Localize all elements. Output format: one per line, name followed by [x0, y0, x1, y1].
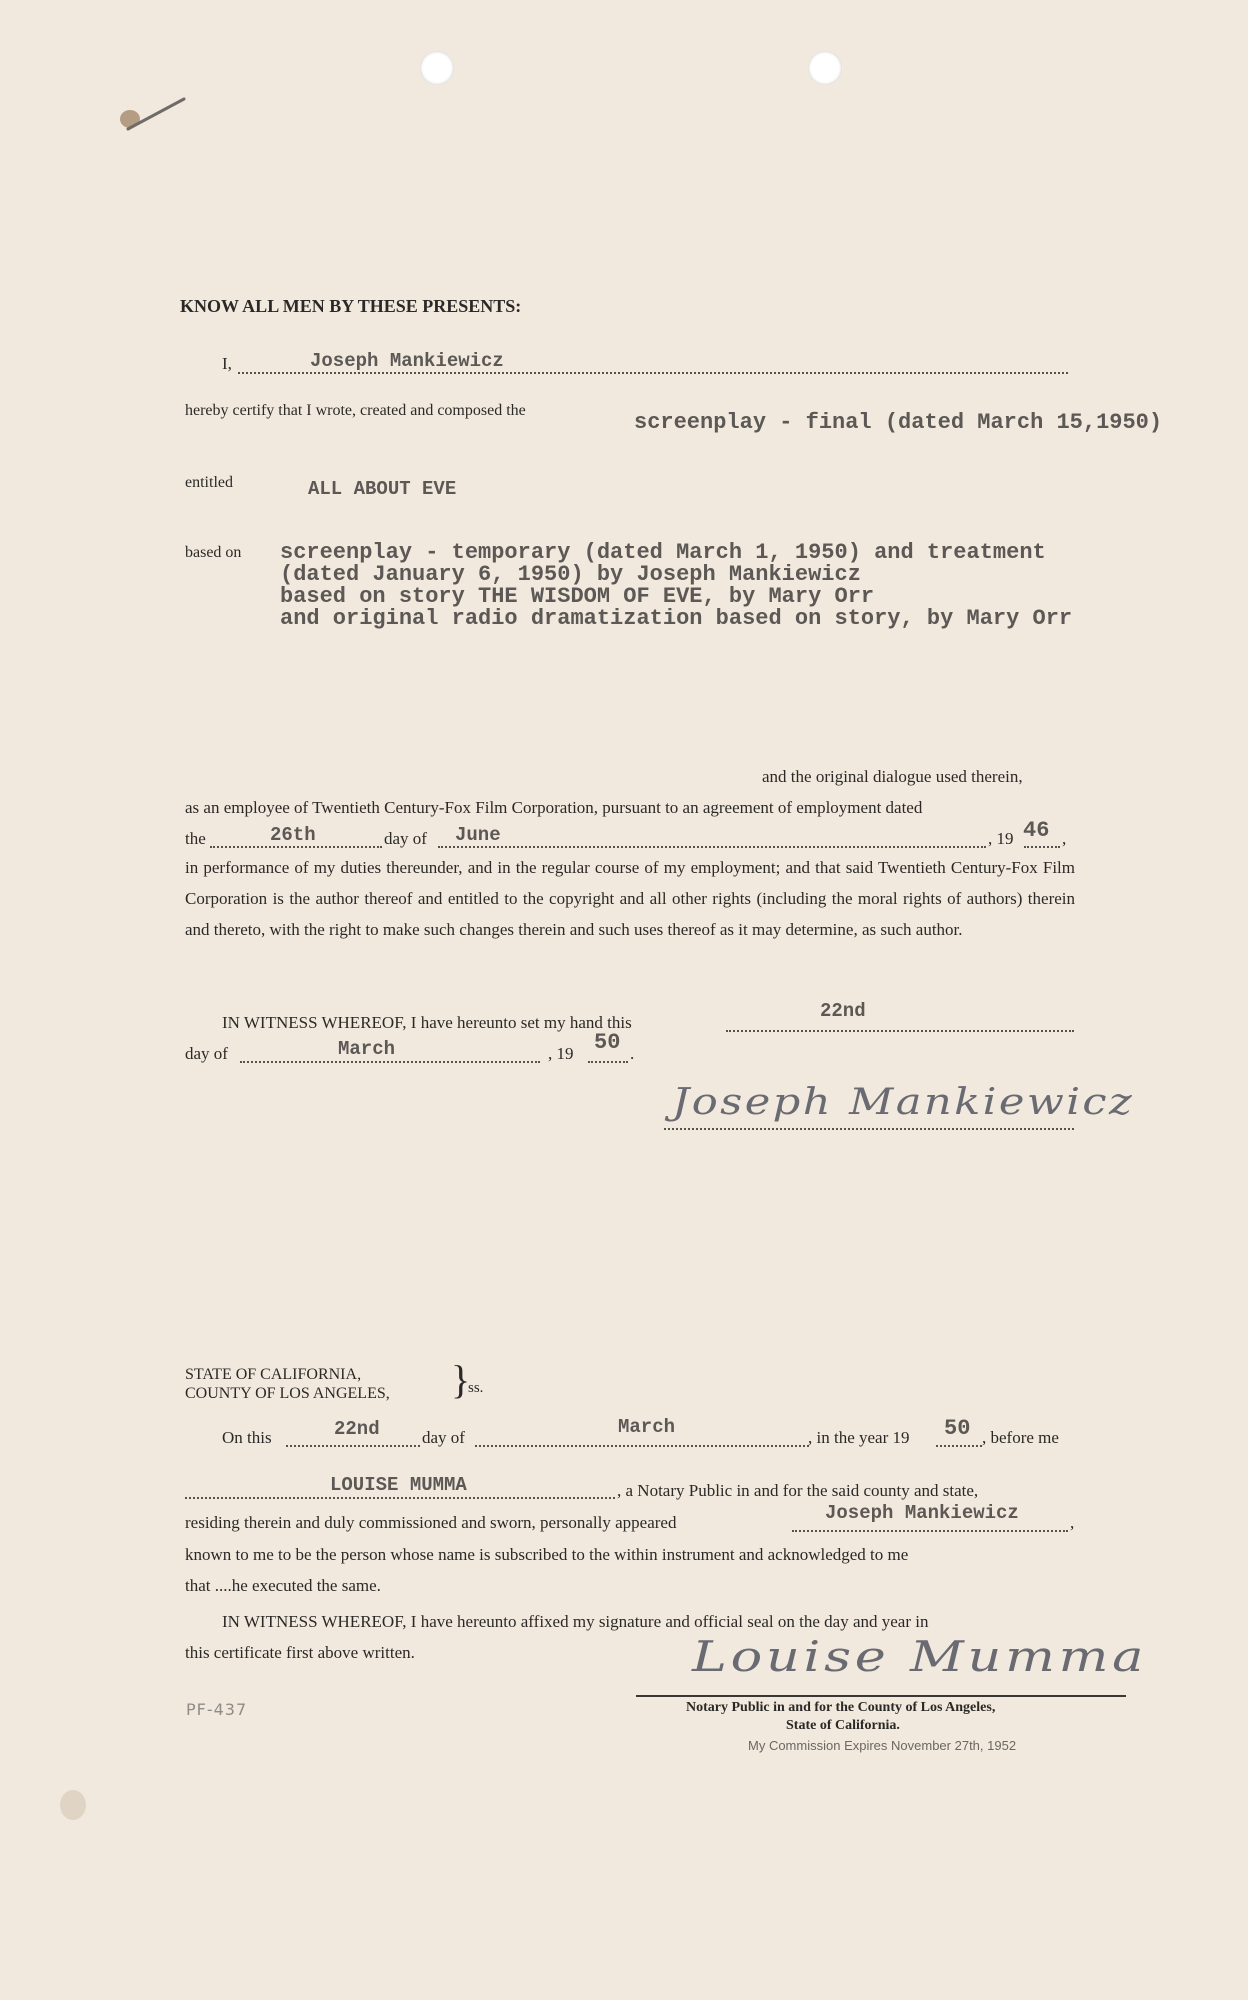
commission-expiry: My Commission Expires November 27th, 1952 [748, 1738, 1017, 1753]
witness-month-line [240, 1061, 540, 1063]
in-the-year: , in the year 19 [808, 1428, 910, 1447]
based-on-line: and original radio dramatization based on story, by Mary Orr [280, 606, 1073, 631]
employee-text: as an employee of Twentieth Century-Fox Film Corporation, pursuant to an agreement of employment dated [185, 798, 923, 817]
agreement-day: 26th [270, 824, 316, 846]
notary-name: LOUISE MUMMA [330, 1474, 467, 1496]
residing-text: residing therein and duly commissioned and sworn, personally appeared [185, 1513, 677, 1532]
file-code-annotation: PF-437 [186, 1700, 248, 1719]
notary-title-line2: State of California. [786, 1718, 900, 1733]
notary-year-line [936, 1445, 982, 1447]
document-heading: KNOW ALL MEN BY THESE PRESENTS: [180, 296, 522, 316]
witness-year-line [588, 1061, 628, 1063]
witness-year-prefix: , 19 [548, 1044, 574, 1063]
notary-signature-line [636, 1695, 1126, 1697]
punch-hole-left [420, 51, 454, 85]
based-on-line: based on story THE WISDOM OF EVE, by Mary Orr [280, 584, 875, 609]
notary-signature: Louise Mumma [692, 1632, 1148, 1681]
notary-month-line [475, 1445, 809, 1447]
ss-label: ss. [468, 1380, 484, 1396]
witness-year: 50 [594, 1030, 621, 1055]
period: . [630, 1044, 635, 1063]
venue-brace: } [451, 1357, 471, 1402]
agreement-year-line [1024, 846, 1060, 848]
notary-day: 22nd [334, 1418, 380, 1440]
witness-day: 22nd [820, 1000, 866, 1022]
based-on-line: (dated January 6, 1950) by Joseph Mankiewicz [280, 562, 861, 587]
agreement-month-line [438, 846, 986, 848]
entitled-label: entitled [185, 474, 233, 491]
notary-name-line [185, 1497, 615, 1499]
agreement-year: 46 [1023, 818, 1050, 843]
material-type: screenplay - final (dated March 15,1950) [634, 410, 1163, 435]
based-on-label: based on [185, 544, 242, 561]
screenplay-title: ALL ABOUT EVE [308, 478, 457, 500]
dialogue-text: and the original dialogue used therein, [762, 767, 1023, 786]
staple-mark [110, 95, 190, 145]
punch-hole-right [808, 51, 842, 85]
notary-public-text: , a Notary Public in and for the said county and state, [617, 1481, 979, 1500]
executed-text: that ....he executed the same. [185, 1576, 381, 1595]
notary-month: March [618, 1416, 676, 1438]
notary-year: 50 [944, 1416, 971, 1441]
notary-witness-text: IN WITNESS WHEREOF, I have hereunto affixed my signature and official seal on the day and year in [222, 1612, 929, 1631]
witness-text: IN WITNESS WHEREOF, I have hereunto set my hand this [222, 1013, 632, 1032]
author-name-line [238, 372, 1068, 374]
paper-stain [60, 1790, 86, 1820]
witness-day-line [726, 1030, 1074, 1032]
the-label: the [185, 829, 206, 848]
before-me: , before me [982, 1428, 1059, 1447]
agreement-day-line [210, 846, 382, 848]
notary-day-line [286, 1445, 420, 1447]
appeared-comma: , [1070, 1513, 1075, 1532]
notary-day-of: day of [422, 1428, 465, 1447]
witness-month: March [338, 1038, 396, 1060]
author-name: Joseph Mankiewicz [310, 350, 504, 372]
author-signature: Joseph Mankiewicz [672, 1082, 1135, 1123]
author-signature-line [664, 1128, 1074, 1130]
county-line: COUNTY OF LOS ANGELES, [185, 1385, 390, 1402]
certificate-text: this certificate first above written. [185, 1643, 415, 1662]
on-this-label: On this [222, 1428, 272, 1447]
agreement-month: June [455, 824, 501, 846]
known-text: known to me to be the person whose name is subscribed to the within instrument and acknowledged to me [185, 1545, 909, 1564]
notary-title-line1: Notary Public in and for the County of Los Angeles, [686, 1700, 996, 1715]
year-prefix: , 19 [988, 829, 1014, 848]
state-line: STATE OF CALIFORNIA, [185, 1366, 362, 1383]
appeared-name-line [792, 1530, 1068, 1532]
day-label: day of [185, 1044, 228, 1063]
based-on-line: screenplay - temporary (dated March 1, 1950) and treatment [280, 540, 1046, 565]
comma: , [1062, 829, 1067, 848]
performance-paragraph: in performance of my duties thereunder, and in the regular course of my employment; and that said Twentieth Century-Fox Film Corporation is the author thereof and entitled to the copyright and all other rights (including the moral rights of authors) therein and thereto, with the right to make such changes therein and such uses thereof as it may determine, as such author. [185, 858, 1075, 939]
certify-text: hereby certify that I wrote, created and composed the [185, 402, 526, 419]
prefix-i: I, [222, 354, 232, 373]
appeared-name: Joseph Mankiewicz [825, 1502, 1019, 1524]
day-of-label: day of [384, 829, 427, 848]
